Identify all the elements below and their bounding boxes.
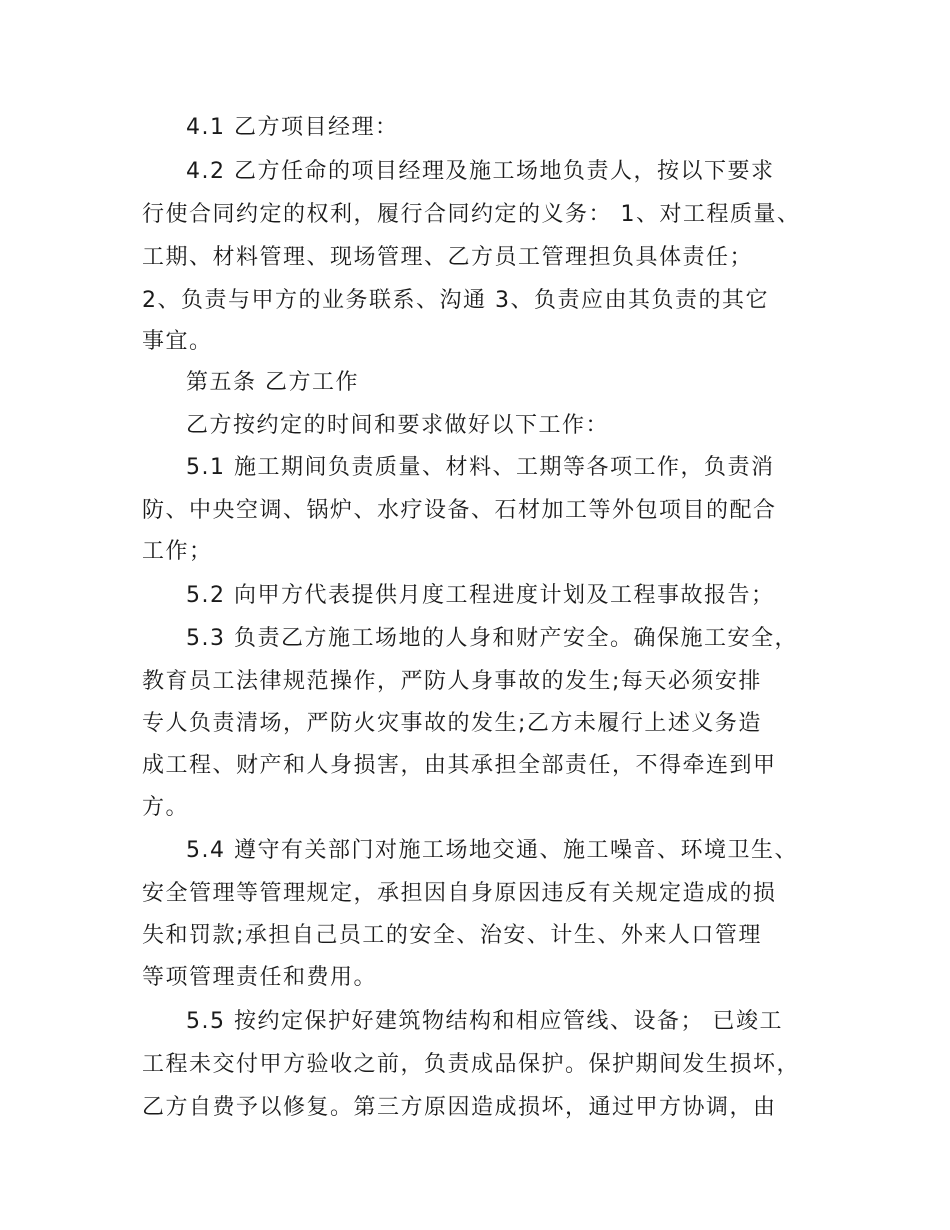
- text-line: 5.3 负责乙方施工场地的人身和财产安全。确保施工安全，: [186, 626, 798, 651]
- text-line: 5.1 施工期间负责质量、材料、工期等各项工作，负责消: [186, 455, 775, 480]
- text-line: 行使合同约定的权利，履行合同约定的义务： 1、对工程质量、: [142, 202, 801, 227]
- text-line: 成工程、财产和人身损害，由其承担全部责任，不得牵连到甲: [142, 753, 777, 778]
- text-line: 专人负责清场，严防火灾事故的发生;乙方未履行上述义务造: [142, 711, 762, 736]
- text-line: 工期、材料管理、现场管理、乙方员工管理担负具体责任；: [142, 245, 754, 270]
- text-line: 防、中央空调、锅炉、水疗设备、石材加工等外包项目的配合: [142, 498, 777, 523]
- text-line: 事宜。: [142, 329, 213, 354]
- section-heading: 第五条 乙方工作: [186, 370, 359, 395]
- text-line: 失和罚款;承担自己员工的安全、治安、计生、外来人口管理: [142, 923, 762, 948]
- text-line: 方。: [142, 795, 190, 820]
- text-line: 2、负责与甲方的业务联系、沟通 3、负责应由其负责的其它: [142, 288, 769, 313]
- text-line: 5.5 按约定保护好建筑物结构和相应管线、设备； 已竣工: [186, 1009, 783, 1034]
- text-line: 5.2 向甲方代表提供月度工程进度计划及工程事故报告；: [186, 583, 775, 608]
- text-line: 工程未交付甲方验收之前，负责成品保护。保护期间发生损坏，: [142, 1052, 801, 1077]
- text-line: 乙方自费予以修复。第三方原因造成损坏，通过甲方协调，由: [142, 1095, 777, 1120]
- text-line: 工作；: [142, 539, 213, 564]
- text-line: 4.2 乙方任命的项目经理及施工场地负责人，按以下要求: [186, 159, 775, 184]
- text-line: 教育员工法律规范操作，严防人身事故的发生;每天必须安排: [142, 669, 762, 694]
- text-line: 4.1 乙方项目经理：: [186, 115, 399, 140]
- text-line: 乙方按约定的时间和要求做好以下工作：: [186, 413, 610, 438]
- text-line: 安全管理等管理规定，承担因自身原因违反有关规定造成的损: [142, 881, 777, 906]
- text-line: 等项管理责任和费用。: [142, 965, 378, 990]
- text-line: 5.4 遵守有关部门对施工场地交通、施工噪音、环境卫生、: [186, 838, 798, 863]
